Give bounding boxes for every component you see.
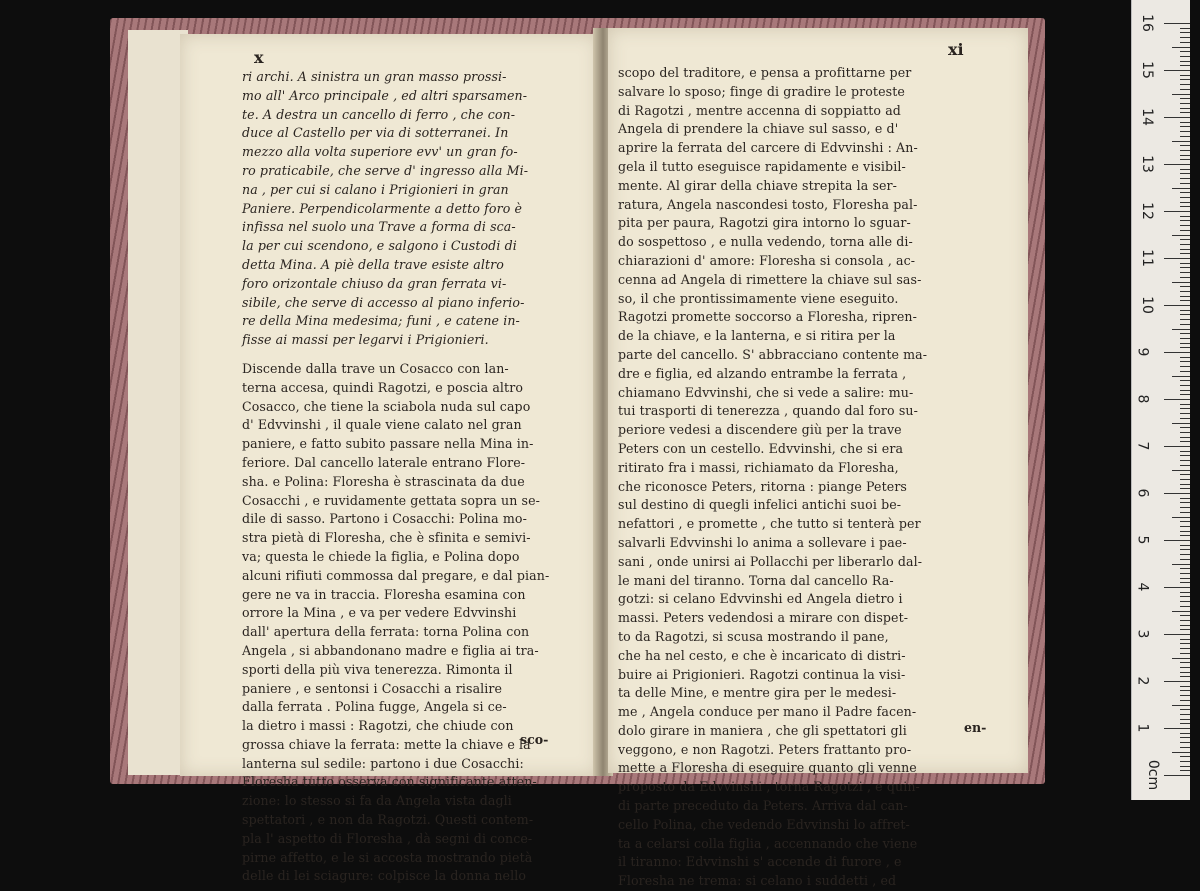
text-line: zione: lo stesso si fa da Angela vista dagli xyxy=(242,793,512,809)
text-line: dolo girare in maniera , che gli spettatori gli xyxy=(618,722,907,738)
ruler-tick xyxy=(1180,672,1190,673)
ruler-tick xyxy=(1180,225,1190,226)
ruler-tick xyxy=(1180,620,1190,621)
text-line: dre e figlia, ed alzando entrambe la ferrata , xyxy=(618,365,907,381)
text-line: parte del cancello. S' abbracciano contente ma- xyxy=(618,346,928,362)
ruler-tick xyxy=(1180,84,1190,85)
ruler-tick xyxy=(1180,291,1190,292)
text-line: veggono, e non Ragotzi. Peters frattanto pro- xyxy=(618,741,912,757)
ruler-tick xyxy=(1180,122,1190,123)
ruler-tick xyxy=(1180,596,1190,597)
ruler-tick xyxy=(1172,47,1190,48)
ruler-tick xyxy=(1164,305,1190,306)
ruler-tick xyxy=(1180,202,1190,203)
ruler-number: 2 xyxy=(1134,676,1151,686)
ruler-number: 6 xyxy=(1134,488,1151,498)
ruler-tick xyxy=(1180,347,1190,348)
ruler-tick xyxy=(1180,578,1190,579)
text-line: Angela , si abbandonano madre e figlia ai tra- xyxy=(242,642,539,658)
text-line: mette a Floresha di eseguire quanto gli venne xyxy=(618,760,917,776)
text-line: salvarli Edvvinshi lo anima a sollevare i pae- xyxy=(618,534,907,550)
ruler-tick xyxy=(1180,733,1190,734)
ruler-tick xyxy=(1180,178,1190,179)
ruler-number: 7 xyxy=(1134,441,1151,451)
text-line: terna accesa, quindi Ragotzi, e poscia altro xyxy=(242,379,524,395)
ruler-tick xyxy=(1180,197,1190,198)
ruler-tick xyxy=(1180,535,1190,536)
ruler-tick xyxy=(1180,667,1190,668)
ruler-tick xyxy=(1180,714,1190,715)
ruler-tick xyxy=(1172,141,1190,142)
text-line: tui trasporti di tenerezza , quando dal foro su- xyxy=(618,403,918,419)
ruler-tick xyxy=(1180,601,1190,602)
ruler-number: 11 xyxy=(1138,249,1155,267)
ruler-tick xyxy=(1180,371,1190,372)
ruler-tick xyxy=(1180,75,1190,76)
ruler-tick xyxy=(1180,747,1190,748)
ruler-tick xyxy=(1180,549,1190,550)
text-line: di parte preceduto da Peters. Arriva dal can- xyxy=(618,798,908,814)
text-line: delle di lei sciagure: colpisce la donna nello xyxy=(242,868,527,884)
text-line: proposto da Edvvinshi , torna Ragotzi , e quin- xyxy=(618,779,920,795)
page-number-right: xi xyxy=(948,40,964,59)
ruler-tick xyxy=(1180,56,1190,57)
ruler-tick xyxy=(1180,427,1190,428)
ruler-tick xyxy=(1172,705,1190,706)
text-line: orrore la Mina , e va per vedere Edvvinshi xyxy=(242,605,517,621)
ruler-number: 3 xyxy=(1134,629,1151,639)
ruler-tick xyxy=(1180,545,1190,546)
ruler-tick xyxy=(1180,183,1190,184)
ruler-tick xyxy=(1180,300,1190,301)
ruler-tick xyxy=(1172,282,1190,283)
ruler-tick xyxy=(1180,465,1190,466)
ruler-tick xyxy=(1180,451,1190,452)
ruler-tick xyxy=(1172,235,1190,236)
ruler-tick xyxy=(1180,155,1190,156)
ruler-tick xyxy=(1180,239,1190,240)
ruler-tick xyxy=(1180,32,1190,33)
ruler-number: 16 xyxy=(1138,14,1155,32)
ruler-tick xyxy=(1180,662,1190,663)
text-line: ta delle Mine, e mentre gira per le medesi- xyxy=(618,685,897,701)
ruler-number: 14 xyxy=(1138,108,1155,126)
left-page-text xyxy=(242,68,578,886)
text-line: la per cui scendono, e salgono i Custodi di xyxy=(242,238,517,254)
ruler-number: 5 xyxy=(1134,535,1151,545)
text-line: chiarazioni d' amore: Floresha si consola , ac- xyxy=(618,252,916,268)
text-line: dall' apertura della ferrata: torna Polina con xyxy=(242,624,530,640)
catchword-left: sco- xyxy=(520,732,549,747)
text-line: infissa nel suolo una Trave a forma di sca- xyxy=(242,219,516,235)
ruler-tick xyxy=(1180,272,1190,273)
ruler-tick xyxy=(1180,108,1190,109)
ruler-tick xyxy=(1172,376,1190,377)
text-line: gotzi: si celano Edvvinshi ed Angela dietro i xyxy=(618,591,903,607)
ruler-tick xyxy=(1180,690,1190,691)
right-page xyxy=(608,28,1028,889)
ruler-tick xyxy=(1180,216,1190,217)
ruler-tick xyxy=(1180,512,1190,513)
text-line: lanterna sul sedile: partono i due Cosacchi: xyxy=(242,755,524,771)
ruler-tick xyxy=(1180,625,1190,626)
text-line: pirne affetto, e le si accosta mostrando pietà xyxy=(242,849,533,865)
text-line: ro praticabile, che serve d' ingresso alla Mi- xyxy=(242,162,529,178)
ruler-tick xyxy=(1172,329,1190,330)
text-line: re della Mina medesima; funi , e catene in- xyxy=(242,313,520,329)
text-line: Paniere. Perpendicolarmente a detto foro è xyxy=(242,200,523,216)
ruler-tick xyxy=(1180,592,1190,593)
ruler-tick xyxy=(1164,634,1190,635)
ruler-tick xyxy=(1180,700,1190,701)
ruler-tick xyxy=(1180,98,1190,99)
ruler-number: 10 xyxy=(1138,296,1155,314)
ruler-tick xyxy=(1164,23,1190,24)
text-line: Angela di prendere la chiave sul sasso, e d' xyxy=(618,121,899,137)
text-line: gere ne va in traccia. Floresha esamina con xyxy=(242,586,526,602)
endpaper xyxy=(128,30,188,775)
ruler-tick xyxy=(1180,418,1190,419)
ruler-tick xyxy=(1180,112,1190,113)
ruler-tick xyxy=(1180,761,1190,762)
ruler-tick xyxy=(1180,653,1190,654)
text-line: cenna ad Angela di rimettere la chiave sul sas- xyxy=(618,271,922,287)
text-line: paniere, e fatto subito passare nella Mina in- xyxy=(242,436,534,452)
ruler-tick xyxy=(1180,686,1190,687)
text-line: il tiranno: Edvvinshi s' accende di furore , e xyxy=(618,854,902,870)
ruler-tick xyxy=(1172,517,1190,518)
text-line: le mani del tiranno. Torna dal cancello Ra- xyxy=(618,572,894,588)
text-line: scopo del traditore, e pensa a profittarne per xyxy=(618,65,912,80)
ruler-tick xyxy=(1180,723,1190,724)
text-line: mezzo alla volta superiore evv' un gran fo- xyxy=(242,144,518,160)
ruler-number: 8 xyxy=(1134,394,1151,404)
ruler-tick xyxy=(1180,169,1190,170)
text-line: sporti della più viva tenerezza. Rimonta il xyxy=(242,661,513,677)
text-line: na , per cui si calano i Prigionieri in gran xyxy=(242,181,509,197)
ruler-tick xyxy=(1180,756,1190,757)
text-line: gela il tutto eseguisce rapidamente e visibil- xyxy=(618,158,906,174)
ruler-tick xyxy=(1180,206,1190,207)
text-line: stra pietà di Floresha, che è sfinita e semivi- xyxy=(242,530,531,546)
ruler-tick xyxy=(1180,643,1190,644)
text-line: d' Edvvinshi , il quale viene calato nel gran xyxy=(242,417,522,433)
text-line: to da Ragotzi, si scusa mostrando il pane, xyxy=(618,628,889,644)
ruler-tick xyxy=(1164,164,1190,165)
ruler-tick xyxy=(1164,352,1190,353)
ruler-tick xyxy=(1180,310,1190,311)
ruler-tick xyxy=(1180,263,1190,264)
ruler-number: 13 xyxy=(1138,155,1155,173)
ruler-tick xyxy=(1172,470,1190,471)
ruler-tick xyxy=(1180,333,1190,334)
ruler-tick xyxy=(1180,390,1190,391)
ruler-tick xyxy=(1172,752,1190,753)
page-number-left: x xyxy=(254,48,264,67)
ruler-tick xyxy=(1172,658,1190,659)
ruler-tick xyxy=(1180,131,1190,132)
ruler-tick xyxy=(1180,437,1190,438)
ruler-number: 12 xyxy=(1138,202,1155,220)
ruler-tick xyxy=(1180,65,1190,66)
text-line: mente. Al girar della chiave strepita la ser- xyxy=(618,177,898,193)
ruler-tick xyxy=(1180,324,1190,325)
text-line: Floresha ne trema: si celano i suddetti , ed xyxy=(618,873,897,889)
ruler-tick xyxy=(1180,385,1190,386)
ruler-tick xyxy=(1180,361,1190,362)
text-line: aprire la ferrata del carcere di Edvvinshi : An- xyxy=(618,140,918,156)
text-line: Floresha tutto osserva con significante atten- xyxy=(242,774,537,790)
text-line: periore vedesi a discendere giù per la trave xyxy=(618,422,902,438)
text-line: cello Polina, che vedendo Edvvinshi lo affret- xyxy=(618,816,910,832)
ruler-tick xyxy=(1180,404,1190,405)
text-line: Peters con un cestello. Edvvinshi, che si era xyxy=(618,440,904,456)
text-line: buire ai Prigionieri. Ragotzi continua la visi- xyxy=(618,666,906,682)
text-line: so, il che prontissimamente viene eseguito. xyxy=(618,290,899,306)
measurement-ruler xyxy=(1131,0,1190,800)
ruler-tick xyxy=(1180,695,1190,696)
ruler-tick xyxy=(1180,103,1190,104)
ruler-tick xyxy=(1180,554,1190,555)
ruler-tick xyxy=(1180,408,1190,409)
text-line: sha. e Polina: Floresha è strascinata da due xyxy=(242,473,525,489)
ruler-tick xyxy=(1180,192,1190,193)
text-line: ritirato fra i massi, richiamato da Floresha, xyxy=(618,459,899,475)
ruler-tick xyxy=(1180,432,1190,433)
ruler-tick xyxy=(1180,380,1190,381)
ruler-tick xyxy=(1180,531,1190,532)
text-line: sani , onde unirsi ai Pollacchi per liberarlo dal- xyxy=(618,553,923,569)
ruler-tick xyxy=(1180,319,1190,320)
ruler-tick xyxy=(1180,742,1190,743)
text-line: dalla ferrata . Polina fugge, Angela si ce- xyxy=(242,699,507,715)
text-line: feriore. Dal cancello laterale entrano Flore- xyxy=(242,454,526,470)
ruler-number: 1 xyxy=(1134,723,1151,733)
ruler-number: 15 xyxy=(1138,61,1155,79)
ruler-tick xyxy=(1164,775,1190,776)
text-line: pla l' aspetto di Floresha , dà segni di conce- xyxy=(242,830,533,846)
ruler-tick xyxy=(1180,455,1190,456)
ruler-tick xyxy=(1180,79,1190,80)
ruler-tick xyxy=(1180,136,1190,137)
ruler-tick xyxy=(1180,28,1190,29)
ruler-tick xyxy=(1180,737,1190,738)
ruler-tick xyxy=(1180,526,1190,527)
ruler-tick xyxy=(1180,173,1190,174)
text-line: Ragotzi promette soccorso a Floresha, ripren- xyxy=(618,309,917,325)
text-line: sul destino di quegli infelici antichi suoi be- xyxy=(618,497,902,513)
ruler-tick xyxy=(1180,521,1190,522)
text-line: spettatori , e non da Ragotzi. Questi contem- xyxy=(242,812,534,828)
ruler-tick xyxy=(1180,244,1190,245)
ruler-tick xyxy=(1172,611,1190,612)
text-line: pita per paura, Ragotzi gira intorno lo sguar- xyxy=(618,215,911,231)
ruler-tick xyxy=(1180,314,1190,315)
text-line: Cosacchi , e ruvidamente gettata sopra un se- xyxy=(242,492,541,508)
ruler-tick xyxy=(1164,587,1190,588)
ruler-tick xyxy=(1180,606,1190,607)
ruler-tick xyxy=(1180,338,1190,339)
text-line: che riconosce Peters, ritorna : piange Peters xyxy=(618,478,907,494)
ruler-tick xyxy=(1180,719,1190,720)
ruler-tick xyxy=(1180,126,1190,127)
ruler-tick xyxy=(1180,559,1190,560)
ruler-tick xyxy=(1180,145,1190,146)
ruler-tick xyxy=(1172,94,1190,95)
catchword-right: en- xyxy=(964,720,987,735)
text-line: ri archi. A sinistra un gran masso prossi- xyxy=(242,69,507,84)
ruler-tick xyxy=(1180,277,1190,278)
ruler-tick xyxy=(1172,564,1190,565)
ruler-tick xyxy=(1180,676,1190,677)
text-line: te. A destra un cancello di ferro , che con- xyxy=(242,106,516,122)
ruler-tick xyxy=(1180,61,1190,62)
ruler-tick xyxy=(1180,89,1190,90)
ruler-tick xyxy=(1172,188,1190,189)
ruler-tick xyxy=(1180,413,1190,414)
text-line: ratura, Angela nascondesi tosto, Floresha pal- xyxy=(618,196,918,212)
ruler-tick xyxy=(1164,399,1190,400)
text-line: di Ragotzi , mentre accenna di soppiatto ad xyxy=(618,102,901,118)
ruler-tick xyxy=(1180,150,1190,151)
ruler-tick xyxy=(1180,568,1190,569)
ruler-tick xyxy=(1180,366,1190,367)
text-line: mo all' Arco principale , ed altri sparsamen- xyxy=(242,87,528,103)
ruler-tick xyxy=(1180,709,1190,710)
ruler-tick xyxy=(1180,441,1190,442)
text-line: Discende dalla trave un Cosacco con lan- xyxy=(242,360,509,376)
text-line: dile di sasso. Partono i Cosacchi: Polina mo- xyxy=(242,511,527,527)
ruler-tick xyxy=(1180,488,1190,489)
ruler-tick xyxy=(1180,357,1190,358)
ruler-tick xyxy=(1164,493,1190,494)
ruler-tick xyxy=(1180,629,1190,630)
ruler-number: 0cm xyxy=(1145,759,1162,791)
ruler-tick xyxy=(1180,159,1190,160)
left-page xyxy=(180,34,598,884)
text-line: detta Mina. A piè della trave esiste altro xyxy=(242,256,504,272)
right-page-text xyxy=(618,64,1004,891)
ruler-tick xyxy=(1172,423,1190,424)
ruler-tick xyxy=(1180,286,1190,287)
text-line: Cosacco, che tiene la sciabola nuda sul capo xyxy=(242,398,531,414)
ruler-tick xyxy=(1180,343,1190,344)
ruler-tick xyxy=(1180,296,1190,297)
ruler-tick xyxy=(1180,770,1190,771)
ruler-tick xyxy=(1180,51,1190,52)
ruler-tick xyxy=(1180,582,1190,583)
ruler-tick xyxy=(1180,639,1190,640)
ruler-tick xyxy=(1180,249,1190,250)
ruler-number: 4 xyxy=(1134,582,1151,592)
text-line: alcuni rifiuti commossa dal pregare, e dal pian- xyxy=(242,567,550,583)
ruler-tick xyxy=(1164,211,1190,212)
ruler-tick xyxy=(1180,394,1190,395)
ruler-tick xyxy=(1180,37,1190,38)
text-line: ta a celarsi colla figlia , accennando che viene xyxy=(618,835,918,851)
ruler-tick xyxy=(1180,498,1190,499)
ruler-tick xyxy=(1180,573,1190,574)
text-line: chiamano Edvvinshi, che si vede a salire: mu- xyxy=(618,384,914,400)
ruler-tick xyxy=(1164,70,1190,71)
text-line: duce al Castello per via di sotterranei. In xyxy=(242,125,509,141)
ruler-tick xyxy=(1180,766,1190,767)
text-line: massi. Peters vedendosi a mirare con dispet- xyxy=(618,610,909,626)
ruler-tick xyxy=(1164,258,1190,259)
ruler-number: 9 xyxy=(1134,347,1151,357)
text-line: la dietro i massi : Ragotzi, che chiude con xyxy=(242,718,514,734)
text-line: do sospettoso , e nulla vedendo, torna alle di- xyxy=(618,234,913,250)
text-line: va; questa le chiede la figlia, e Polina dopo xyxy=(242,548,520,564)
ruler-tick xyxy=(1164,728,1190,729)
ruler-tick xyxy=(1180,479,1190,480)
text-line: sibile, che serve di accesso al piano inferio- xyxy=(242,294,525,310)
text-line: paniere , e sentonsi i Cosacchi a risalire xyxy=(242,680,503,696)
ruler-tick xyxy=(1180,460,1190,461)
text-line: salvare lo sposo; finge di gradire le proteste xyxy=(618,83,905,99)
ruler-tick xyxy=(1164,117,1190,118)
ruler-tick xyxy=(1180,267,1190,268)
ruler-tick xyxy=(1180,253,1190,254)
ruler-tick xyxy=(1164,446,1190,447)
ruler-tick xyxy=(1164,540,1190,541)
text-line: nefattori , e promette , che tutto si tenterà per xyxy=(618,516,921,532)
text-line: grossa chiave la ferrata: mette la chiave e la xyxy=(242,736,531,752)
ruler-tick xyxy=(1180,42,1190,43)
ruler-tick xyxy=(1180,220,1190,221)
ruler-tick xyxy=(1180,507,1190,508)
ruler-tick xyxy=(1180,474,1190,475)
ruler-tick xyxy=(1180,230,1190,231)
ruler-tick xyxy=(1180,615,1190,616)
ruler-tick xyxy=(1164,681,1190,682)
text-line: che ha nel cesto, e che è incaricato di distri- xyxy=(618,647,906,663)
text-line: de la chiave, e la lanterna, e si ritira per la xyxy=(618,328,896,344)
ruler-tick xyxy=(1180,484,1190,485)
text-line: foro orizontale chiuso da gran ferrata vi- xyxy=(242,275,507,291)
ruler-tick xyxy=(1180,648,1190,649)
text-line: fisse ai massi per legarvi i Prigionieri. xyxy=(242,332,489,348)
ruler-tick xyxy=(1180,502,1190,503)
text-line: me , Angela conduce per mano il Padre facen- xyxy=(618,704,917,720)
